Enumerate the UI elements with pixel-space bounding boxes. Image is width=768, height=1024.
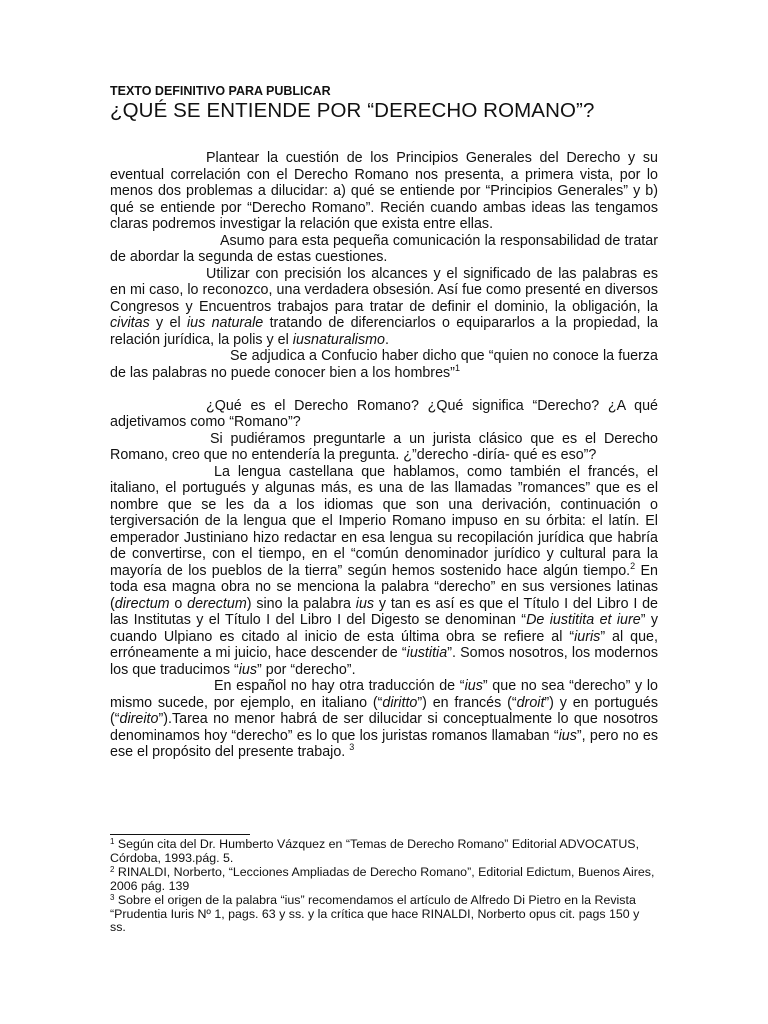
text-run: ”, pero no es ese el propósito del presente trabajo. [110, 727, 658, 760]
text-run: En español no hay otra traducción de “ [214, 678, 465, 694]
text-run: La lengua castellana que hablamos, como también el francés, el italiano, el portugués y algunas más, es una de las llamadas ”romances” que es el nombre que se les da a los idiomas que son una derivación, continuación o tergiversación de la lengua que el Imperio Romano impuso en su órbita: el latín. El emperador Justiniano hizo redactar en esa lengua su recopilación jurídica que habría de convertirse, con el tiempo, en el “común denominador jurídico y cultural para la mayoría de los pueblos de la tierra” según hemos sostenido hace algún tiempo. [110, 463, 658, 579]
document-body [110, 150, 658, 761]
italic-term: iustitia [406, 645, 448, 661]
italic-term: ius [464, 678, 483, 694]
italic-term: ius naturale [186, 315, 264, 331]
italic-term: ius [355, 595, 375, 612]
footnote-ref[interactable]: 1 [454, 362, 460, 373]
paragraph-3 [110, 266, 658, 349]
text-run: y el [149, 315, 187, 331]
text-run: Se adjudica a Confucio haber dicho que “quien no conoce la fuerza de las palabras no puede conocer bien a los hombres” [110, 348, 658, 381]
text-run: ) sino la palabra [246, 595, 356, 612]
text-run: ” que no sea “derecho” y lo mismo sucede, por ejemplo, en italiano (“ [110, 678, 658, 711]
text-run: ” al que, erróneamente a mi juicio, hace descender de “ [110, 628, 658, 661]
paragraph-1: Plantear la cuestión de los Principios Generales del Derecho y su eventual correlación con el Derecho Romano nos presenta, a primera vista, por lo menos dos problemas a dilucidar: a) qué se entiende por “Principios Generales” y b) qué se entiende por “Derecho Romano”. Recién cuando ambas ideas las tengamos claras podremos investigar la relación que exista entre ellas. [110, 150, 658, 232]
footnote-divider [110, 834, 250, 835]
text-run: ” por “derecho”. [257, 661, 356, 678]
text-run: ”) y en portugués (“ [110, 694, 658, 727]
document-title: ¿QUÉ SE ENTIENDE POR “DERECHO ROMANO”? [110, 99, 595, 122]
text-run: ” y cuando Ulpiano es citado al inicio de esta última obra se refiere al “ [110, 612, 658, 645]
document-page [110, 84, 658, 761]
italic-term: directum [114, 595, 170, 612]
text-run: Utilizar con precisión los alcances y el significado de las palabras es en mi caso, lo reconozco, una verdadera obsesión. Así fue como presenté en diversos Congresos y Encuentros trabajos para tratar de definir el dominio, la obligación, la [110, 265, 658, 315]
italic-term: civitas [110, 315, 150, 331]
footnote-ref[interactable]: 3 [349, 742, 355, 752]
paragraph-2: Asumo para esta pequeña comunicación la responsabilidad de tratar de abordar la segunda de estas cuestiones. [110, 232, 658, 265]
italic-term: De iustitita et iure [526, 612, 641, 628]
italic-term: derectum [187, 595, 247, 612]
text-run: ”) en francés (“ [417, 694, 517, 711]
paragraph-7 [110, 464, 658, 679]
footnote-text: Sobre el origen de la palabra “ius” recomendamos el artículo de Alfredo Di Pietro en la Revista “Prudentia Iuris Nº 1, pags. 63 y ss. y la crítica que hace RINALDI, Norberto opus cit. pags 150 y ss. [110, 892, 640, 935]
footnote-2 [110, 866, 658, 894]
paragraph-6: Si pudiéramos preguntarle a un jurista clásico que es el Derecho Romano, creo que no entendería la pregunta. ¿”derecho -diría- qué es eso”? [110, 430, 658, 463]
text-run: ”).Tarea no menor habrá de ser dilucidar si conceptualmente lo que nosotros denominamos hoy “derecho” es lo que los juristas romanos llamaban “ [110, 711, 658, 744]
footnote-ref[interactable]: 2 [630, 560, 636, 571]
italic-term: direito [119, 711, 159, 727]
footnote-number: 2 [110, 864, 115, 874]
italic-term: iuris [574, 628, 601, 645]
text-run: En toda esa magna obra no se menciona la palabra “derecho” en sus versiones latinas ( [110, 562, 658, 612]
footnote-3 [110, 894, 658, 936]
italic-term: iusnaturalismo [292, 331, 385, 348]
document-status-label: TEXTO DEFINITIVO PARA PUBLICAR [110, 84, 331, 98]
paragraph-4 [110, 348, 658, 381]
footnotes-section [110, 834, 658, 935]
italic-term: droit [516, 694, 545, 711]
text-run: y tan es así es que el Título I del Libro I de las Institutas y el Título I del Libro I del Digesto se denominan “ [110, 595, 658, 628]
footnote-text: Según cita del Dr. Humberto Vázquez en “Temas de Derecho Romano” Editorial ADVOCATUS, Córdoba, 1993.pág. 5. [110, 837, 640, 865]
footnote-1 [110, 838, 658, 866]
italic-term: diritto [382, 694, 418, 711]
footnote-number: 3 [110, 892, 115, 902]
text-run: ”. Somos nosotros, los modernos los que traducimos “ [110, 645, 658, 678]
text-run: . [384, 331, 389, 348]
text-run: o [169, 595, 188, 612]
text-run: tratando de diferenciarlos o equipararlos a la propiedad, la relación jurídica, la polis y el [110, 315, 658, 348]
footnote-text: RINALDI, Norberto, “Lecciones Ampliadas de Derecho Romano”, Editorial Edictum, Buenos Aires, 2006 pág. 139 [110, 864, 655, 893]
italic-term: ius [558, 727, 577, 744]
italic-term: ius [238, 661, 258, 678]
paragraph-5: ¿Qué es el Derecho Romano? ¿Qué significa “Derecho? ¿A qué adjetivamos como “Romano”? [110, 397, 658, 430]
footnote-number: 1 [110, 837, 115, 846]
paragraph-8 [110, 678, 658, 761]
